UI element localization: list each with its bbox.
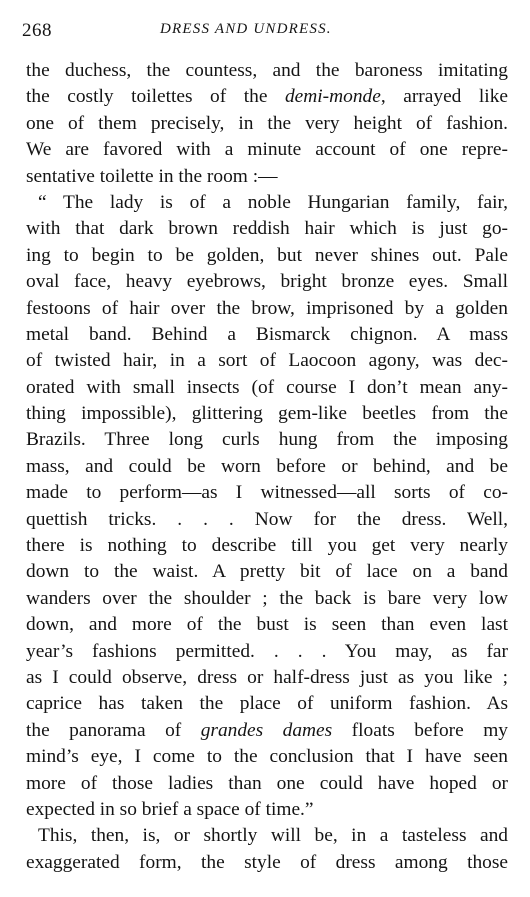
- text-line: mass, and could be worn before or behind, and be: [26, 455, 508, 477]
- text-line: caprice has taken the place of uniform fashion. As: [26, 693, 508, 715]
- text-line: sentative toilette in the room :—: [26, 165, 278, 187]
- text-line: mind’s eye, I come to the conclusion that I have seen: [26, 746, 508, 768]
- text-line: oval face, heavy eyebrows, bright bronze eyes. Small: [26, 271, 508, 293]
- body-text: [26, 58, 508, 876]
- text-line: with that dark brown reddish hair which is just go-: [26, 218, 508, 240]
- text-line: festoons of hair over the brow, imprisoned by a golden: [26, 297, 508, 319]
- text-line: wanders over the shoulder ; the back is bare very low: [26, 587, 508, 609]
- text-line: the costly toilettes of the demi-monde, arrayed like: [26, 86, 508, 108]
- page-number: 268: [22, 20, 52, 41]
- text-line: orated with small insects (of course I don’t mean any-: [26, 376, 508, 398]
- text-line: one of them precisely, in the very height of fashion.: [26, 112, 508, 134]
- text-line: the panorama of grandes dames floats before my: [26, 719, 508, 741]
- text-line: quettish tricks. . . . Now for the dress. Well,: [26, 508, 508, 530]
- text-line: there is nothing to describe till you get very nearly: [26, 535, 508, 557]
- text-line: ing to begin to be golden, but never shines out. Pale: [26, 244, 508, 266]
- text-line: the duchess, the countess, and the baroness imitating: [26, 60, 508, 81]
- running-title: DRESS AND UNDRESS.: [160, 21, 332, 37]
- text-line: down, and more of the bust is seen than even last: [26, 614, 508, 636]
- running-head: [22, 20, 510, 44]
- text-line: expected in so brief a space of time.”: [26, 798, 314, 820]
- text-line: metal band. Behind a Bismarck chignon. A mass: [26, 323, 508, 345]
- text-line: “ The lady is of a noble Hungarian family, fair,: [38, 191, 508, 213]
- text-line: down to the waist. A pretty bit of lace on a band: [26, 561, 508, 583]
- text-line: made to perform—as I witnessed—all sorts of co-: [26, 482, 508, 504]
- italic-phrase: demi-monde: [284, 86, 381, 108]
- text-line: year’s fashions permitted. . . . You may, as far: [26, 640, 508, 662]
- text-line: exaggerated form, the style of dress among those: [26, 851, 508, 873]
- text-line: as I could observe, dress or half-dress just as you like ;: [26, 666, 508, 688]
- text-line: more of those ladies than one could have hoped or: [26, 772, 508, 794]
- italic-phrase: grandes dames: [200, 719, 333, 741]
- text-line: We are favored with a minute account of one repre-: [26, 139, 508, 161]
- text-line: thing impossible), glittering gem-like beetles from the: [26, 403, 508, 425]
- text-line: of twisted hair, in a sort of Laocoon agony, was dec-: [26, 350, 508, 372]
- text-line: This, then, is, or shortly will be, in a tasteless and: [38, 825, 508, 847]
- text-line: Brazils. Three long curls hung from the imposing: [26, 429, 508, 451]
